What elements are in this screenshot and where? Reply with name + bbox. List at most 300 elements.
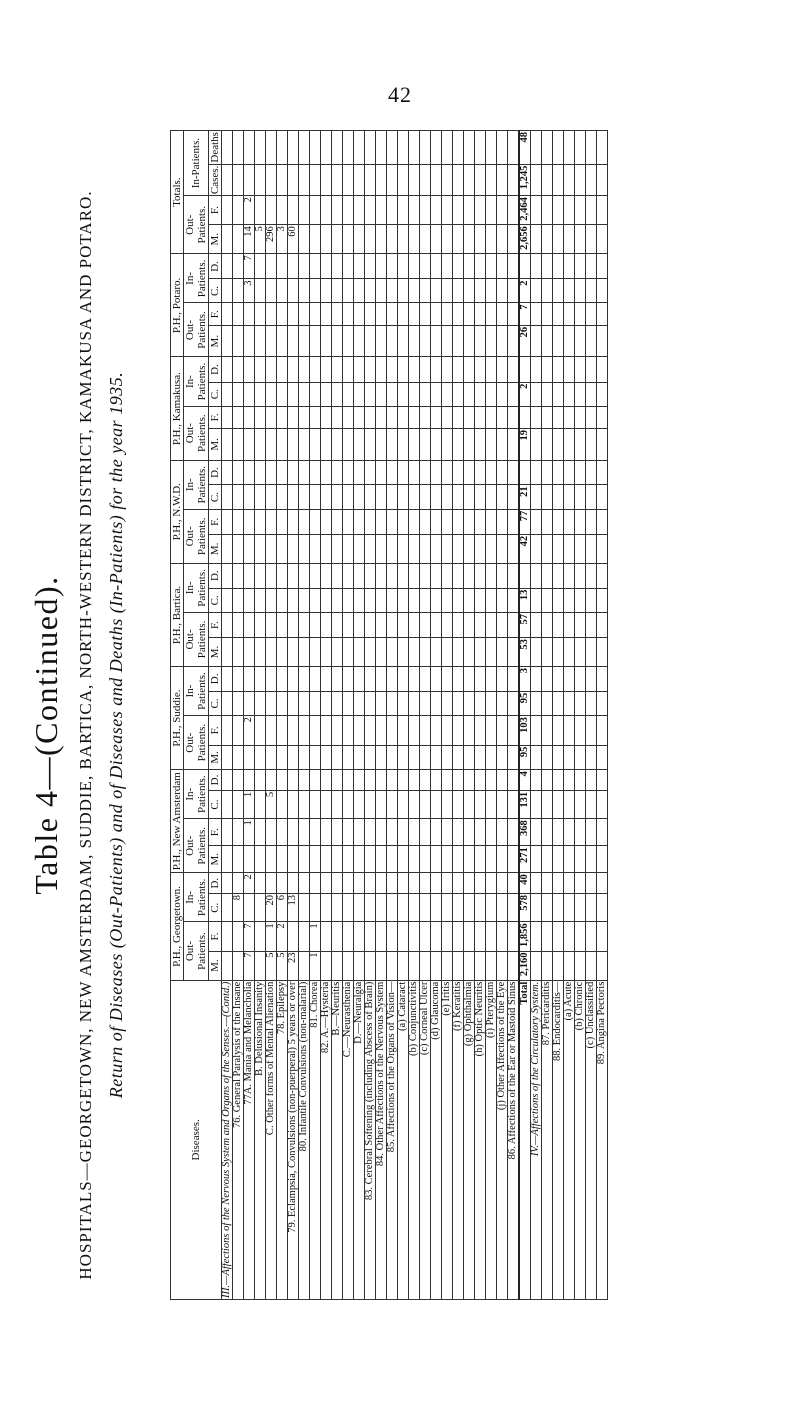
column-header: D. (209, 873, 222, 894)
table-cell (321, 225, 332, 254)
table-cell (497, 357, 508, 382)
table-cell: 19 (519, 429, 531, 461)
table-cell (486, 770, 497, 791)
table-cell (442, 254, 453, 279)
table-row (508, 131, 520, 1300)
table-cell (266, 382, 277, 406)
table-cell (288, 429, 299, 461)
table-cell (420, 588, 431, 612)
table-cell (222, 873, 233, 894)
table-cell (332, 485, 343, 509)
table-row (464, 131, 475, 1300)
table-cell (277, 819, 288, 846)
table-cell (233, 745, 244, 769)
table-cell (321, 563, 332, 588)
table-cell (332, 770, 343, 791)
disease-name: B.—Neuritis (332, 980, 343, 1299)
table-cell (255, 357, 266, 382)
table-cell (431, 922, 442, 951)
table-cell (497, 254, 508, 279)
table-title: Table 4—(Continued). (28, 575, 64, 895)
table-cell (288, 819, 299, 846)
table-cell (409, 770, 420, 791)
table-cell (508, 196, 520, 225)
table-cell (431, 303, 442, 325)
table-cell (486, 951, 497, 980)
table-cell (475, 460, 486, 485)
table-cell (564, 770, 575, 791)
table-row (398, 131, 409, 1300)
page-number: 42 (388, 82, 412, 107)
table-cell (508, 716, 520, 746)
table-cell (453, 873, 464, 894)
table-cell (365, 382, 376, 406)
disease-name: (b) Chronic (575, 980, 586, 1299)
table-cell (387, 770, 398, 791)
table-cell (431, 357, 442, 382)
table-cell (365, 254, 376, 279)
out-patients-header: Out-Patients. (184, 716, 209, 770)
table-cell (508, 691, 520, 715)
table-cell (575, 460, 586, 485)
table-cell (233, 303, 244, 325)
table-cell (288, 666, 299, 691)
table-cell (255, 846, 266, 873)
table-cell (288, 509, 299, 534)
table-cell (222, 638, 233, 667)
table-cell (486, 588, 497, 612)
table-cell (531, 357, 542, 382)
table-cell: 7 (519, 303, 531, 325)
table-cell (354, 894, 365, 922)
table-cell (542, 612, 553, 637)
table-cell (542, 951, 553, 980)
table-cell (398, 770, 409, 791)
table-cell (420, 429, 431, 461)
table-cell (431, 563, 442, 588)
table-cell (531, 509, 542, 534)
table-cell (431, 612, 442, 637)
table-cell (233, 846, 244, 873)
disease-name: (i) Pterygium (486, 980, 497, 1299)
table-cell (464, 716, 475, 746)
table-cell (597, 303, 608, 325)
table-cell (508, 790, 520, 818)
table-cell (376, 382, 387, 406)
table-cell (288, 534, 299, 563)
table-cell (387, 745, 398, 769)
table-cell (542, 770, 553, 791)
table-cell (365, 225, 376, 254)
table-cell (343, 745, 354, 769)
table-cell (453, 716, 464, 746)
table-cell (332, 429, 343, 461)
table-cell (343, 325, 354, 357)
table-cell (343, 790, 354, 818)
table-cell (332, 254, 343, 279)
table-cell (244, 357, 255, 382)
table-cell (354, 196, 365, 225)
table-cell (277, 254, 288, 279)
table-cell (398, 638, 409, 667)
table-cell (575, 303, 586, 325)
table-cell (233, 666, 244, 691)
table-cell (486, 873, 497, 894)
table-cell (486, 716, 497, 746)
table-cell (497, 164, 508, 195)
table-cell (321, 612, 332, 637)
table-cell (299, 485, 310, 509)
column-header: M. (209, 325, 222, 357)
table-cell (299, 770, 310, 791)
table-cell (321, 357, 332, 382)
column-header: F. (209, 196, 222, 225)
table-cell (564, 666, 575, 691)
table-cell (409, 509, 420, 534)
table-cell (475, 325, 486, 357)
table-cell (486, 429, 497, 461)
table-cell (288, 303, 299, 325)
table-cell (497, 951, 508, 980)
table-cell (376, 612, 387, 637)
table-cell (531, 460, 542, 485)
table-cell (586, 406, 597, 428)
table-cell (321, 790, 332, 818)
table-cell (244, 534, 255, 563)
table-cell (442, 873, 453, 894)
table-cell (244, 131, 255, 165)
table-cell (244, 691, 255, 715)
table-cell (420, 612, 431, 637)
table-cell (266, 666, 277, 691)
table-cell (277, 382, 288, 406)
table-cell (420, 406, 431, 428)
table-cell (409, 894, 420, 922)
table-cell (508, 131, 520, 165)
in-patients-header: In-Patients. (184, 873, 209, 922)
table-cell (586, 588, 597, 612)
table-cell (365, 429, 376, 461)
table-cell (277, 846, 288, 873)
table-cell (531, 225, 542, 254)
table-cell (409, 745, 420, 769)
table-cell (354, 790, 365, 818)
table-cell (398, 873, 409, 894)
table-cell (420, 357, 431, 382)
table-cell (255, 666, 266, 691)
table-cell (255, 745, 266, 769)
disease-name: 85. Affections of the Organs of Vision— (387, 980, 398, 1299)
table-cell (531, 196, 542, 225)
table-cell (442, 638, 453, 667)
table-cell: 2,160 (519, 951, 531, 980)
table-cell (497, 922, 508, 951)
table-cell (497, 534, 508, 563)
table-cell (497, 691, 508, 715)
table-cell (288, 196, 299, 225)
table-cell: 2 (519, 382, 531, 406)
table-cell (376, 846, 387, 873)
table-cell (332, 666, 343, 691)
table-cell (354, 303, 365, 325)
table-cell (586, 716, 597, 746)
table-cell (486, 846, 497, 873)
table-cell (531, 406, 542, 428)
table-cell (387, 485, 398, 509)
table-cell (431, 509, 442, 534)
table-cell (299, 460, 310, 485)
table-cell (321, 303, 332, 325)
table-cell (508, 429, 520, 461)
table-cell (464, 509, 475, 534)
table-cell (575, 563, 586, 588)
table-cell (343, 131, 354, 165)
table-cell (398, 819, 409, 846)
table-cell (542, 460, 553, 485)
table-cell (553, 563, 564, 588)
table-cell (233, 164, 244, 195)
table-cell: 3 (519, 666, 531, 691)
table-cell (575, 770, 586, 791)
table-cell (531, 846, 542, 873)
table-cell (508, 894, 520, 922)
table-cell (354, 357, 365, 382)
table-cell (597, 790, 608, 818)
table-cell (586, 196, 597, 225)
table-cell (387, 612, 398, 637)
table-cell (255, 873, 266, 894)
table-cell (464, 225, 475, 254)
table-cell (431, 279, 442, 303)
table-cell (553, 790, 564, 818)
table-cell (597, 382, 608, 406)
column-header: F. (209, 509, 222, 534)
table-cell (299, 131, 310, 165)
table-cell (266, 303, 277, 325)
table-cell (299, 534, 310, 563)
table-cell: 4 (519, 770, 531, 791)
table-cell (486, 279, 497, 303)
table-cell (453, 612, 464, 637)
table-cell (398, 588, 409, 612)
table-cell (497, 563, 508, 588)
table-cell (365, 612, 376, 637)
table-cell (442, 131, 453, 165)
table-cell (464, 638, 475, 667)
table-cell (266, 873, 277, 894)
table-cell (299, 325, 310, 357)
table-cell (244, 303, 255, 325)
table-cell (486, 131, 497, 165)
table-cell (365, 819, 376, 846)
column-header: D. (209, 563, 222, 588)
table-cell (387, 716, 398, 746)
table-cell (387, 588, 398, 612)
table-cell (376, 894, 387, 922)
table-cell (321, 922, 332, 951)
table-cell (553, 357, 564, 382)
table-cell (575, 131, 586, 165)
table-cell (564, 691, 575, 715)
hospital-header: P.H., N.W.D. (171, 460, 184, 563)
table-cell (575, 325, 586, 357)
table-cell (497, 790, 508, 818)
in-patients-header: In-Patients. (184, 357, 209, 406)
table-cell (542, 303, 553, 325)
table-cell (288, 254, 299, 279)
table-cell (575, 819, 586, 846)
table-cell (420, 922, 431, 951)
table-cell (564, 612, 575, 637)
table-cell (266, 509, 277, 534)
table-cell: 21 (519, 485, 531, 509)
table-cell (266, 325, 277, 357)
table-cell (244, 638, 255, 667)
table-cell (497, 745, 508, 769)
table-cell (310, 745, 321, 769)
table-cell: 95 (519, 691, 531, 715)
table-cell (453, 460, 464, 485)
table-cell (553, 382, 564, 406)
table-cell (442, 509, 453, 534)
table-cell (354, 588, 365, 612)
table-cell (597, 485, 608, 509)
table-cell (564, 716, 575, 746)
table-cell (288, 460, 299, 485)
table-cell (486, 509, 497, 534)
table-cell: 5 (266, 790, 277, 818)
table-cell (365, 534, 376, 563)
table-cell (575, 406, 586, 428)
table-cell (497, 716, 508, 746)
table-row (420, 131, 431, 1300)
table-cell (464, 534, 475, 563)
table-cell (409, 460, 420, 485)
table-cell (321, 534, 332, 563)
table-cell (586, 164, 597, 195)
table-cell (453, 534, 464, 563)
table-cell (542, 196, 553, 225)
table-cell (475, 303, 486, 325)
table-cell (586, 666, 597, 691)
table-cell (442, 770, 453, 791)
table-cell (586, 563, 597, 588)
table-cell (464, 612, 475, 637)
table-cell (442, 666, 453, 691)
table-cell: 53 (519, 638, 531, 667)
table-cell (519, 460, 531, 485)
table-cell (475, 509, 486, 534)
column-header: M. (209, 534, 222, 563)
table-cell (486, 666, 497, 691)
table-cell (553, 873, 564, 894)
table-cell (453, 922, 464, 951)
table-cell: 1,245 (519, 164, 531, 195)
table-cell (475, 131, 486, 165)
table-cell (553, 612, 564, 637)
table-cell (310, 790, 321, 818)
table-cell (553, 534, 564, 563)
table-cell (266, 406, 277, 428)
table-cell: 2,656 (519, 225, 531, 254)
table-cell: 1 (244, 790, 255, 818)
table-cell (575, 922, 586, 951)
table-cell (442, 922, 453, 951)
table-cell (420, 279, 431, 303)
table-cell (464, 588, 475, 612)
table-cell (365, 790, 376, 818)
table-cell (244, 325, 255, 357)
table-cell (354, 666, 365, 691)
table-cell (597, 279, 608, 303)
table-cell (597, 922, 608, 951)
table-cell (288, 406, 299, 428)
table-cell (310, 485, 321, 509)
table-cell (453, 429, 464, 461)
table-cell (597, 460, 608, 485)
table-cell (310, 819, 321, 846)
table-cell (409, 873, 420, 894)
table-cell (542, 846, 553, 873)
table-cell (255, 922, 266, 951)
table-cell (586, 790, 597, 818)
table-cell (321, 638, 332, 667)
table-cell (486, 357, 497, 382)
table-cell (277, 509, 288, 534)
table-cell (486, 485, 497, 509)
table-cell (398, 745, 409, 769)
table-cell (575, 534, 586, 563)
table-cell (387, 164, 398, 195)
table-cell (277, 563, 288, 588)
table-cell: 57 (519, 612, 531, 637)
table-cell (586, 745, 597, 769)
table-cell (244, 588, 255, 612)
table-cell (222, 485, 233, 509)
table-cell (453, 563, 464, 588)
table-row (597, 131, 608, 1300)
table-cell (531, 770, 542, 791)
table-cell (222, 164, 233, 195)
table-cell (519, 406, 531, 428)
table-cell (376, 691, 387, 715)
table-cell (233, 716, 244, 746)
table-cell (409, 303, 420, 325)
table-cell (365, 922, 376, 951)
table-cell (453, 691, 464, 715)
table-cell (564, 873, 575, 894)
table-cell (597, 131, 608, 165)
table-cell (299, 745, 310, 769)
table-cell: 1 (244, 819, 255, 846)
table-cell (343, 612, 354, 637)
table-cell (409, 196, 420, 225)
table-cell (321, 254, 332, 279)
table-cell (376, 254, 387, 279)
table-cell (310, 588, 321, 612)
hospital-header: P.H., Suddie. (171, 666, 184, 769)
table-cell (420, 819, 431, 846)
table-cell (475, 691, 486, 715)
table-cell (431, 745, 442, 769)
table-cell (376, 770, 387, 791)
table-cell (575, 196, 586, 225)
table-cell (398, 790, 409, 818)
table-cell (564, 254, 575, 279)
table-cell (464, 303, 475, 325)
table-cell (310, 196, 321, 225)
table-cell (398, 406, 409, 428)
